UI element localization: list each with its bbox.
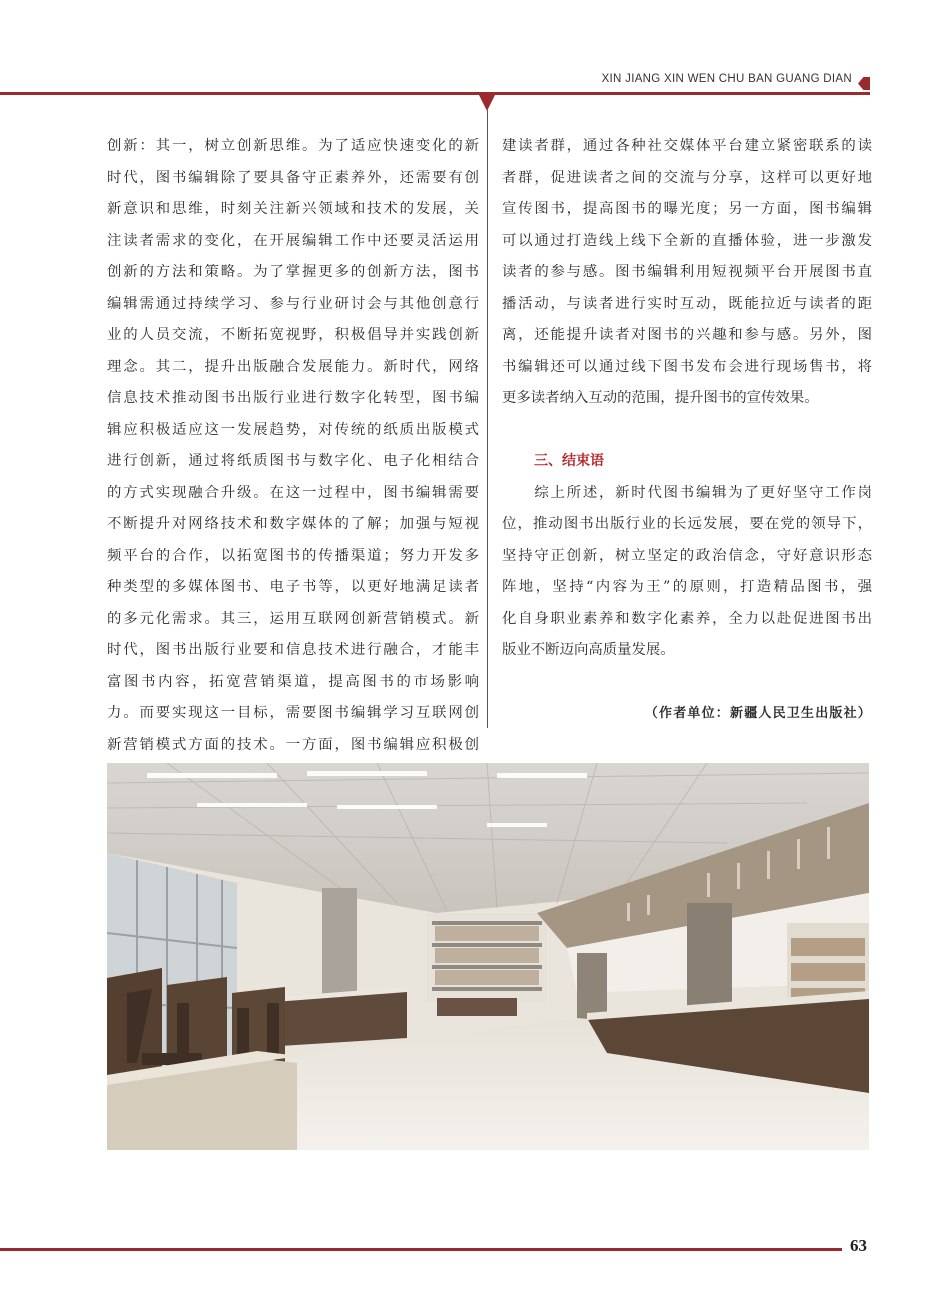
text-line: 辑应积极适应这一发展趋势，对传统的纸质出版模式 — [107, 421, 479, 438]
column-divider — [487, 110, 488, 728]
text-line: 业的人员交流，不断拓宽视野，积极倡导并实践创新 — [107, 327, 479, 343]
text-line: 新营销模式方面的技术。一方面，图书编辑应积极创 — [107, 736, 479, 753]
footer-rule — [0, 1248, 842, 1251]
text-line: 新意识和思维，时刻关注新兴领域和技术的发展，关 — [107, 201, 479, 217]
text-line: 创新：其一，树立创新思维。为了适应快速变化的新 — [107, 138, 479, 154]
text-line: 不断提升对网络技术和数字媒体的了解；加强与短视 — [107, 516, 479, 532]
text-line: 化自身职业素养和数字化素养，全力以赴促进图书出 — [502, 610, 872, 627]
text-line: 读者的参与感。图书编辑利用短视频平台开展图书直 — [502, 264, 872, 280]
author-affiliation: （作者单位：新疆人民卫生出版社） — [644, 706, 872, 721]
text-line: 更多读者纳入互动的范围，提升图书的宣传效果。 — [502, 390, 819, 406]
text-line: 坚持守正创新，树立坚定的政治信念，守好意识形态 — [502, 547, 872, 564]
right-column — [502, 131, 872, 730]
text-line: 者群，促进读者之间的交流与分享，这样可以更好地 — [502, 169, 872, 186]
text-line: 离，还能提升读者对图书的兴趣和参与感。另外，图 — [502, 327, 872, 343]
text-line: 编辑需通过持续学习、参与行业研讨会与其他创意行 — [107, 295, 479, 312]
text-line: 的多元化需求。其三，运用互联网创新营销模式。新 — [107, 610, 479, 627]
text-line: 时代，图书编辑除了要具备守正素养外，还需要有创 — [107, 169, 479, 186]
header-tab-marker — [858, 77, 870, 90]
text-line: 版业不断迈向高质量发展。 — [502, 642, 675, 658]
text-line: 富图书内容，拓宽营销渠道，提高图书的市场影响 — [107, 673, 479, 690]
header-rule — [0, 92, 870, 95]
paragraph-gap — [502, 415, 872, 447]
bookstore-photo-illustration — [107, 763, 869, 1150]
page-number: 63 — [850, 1236, 867, 1255]
text-line: 种类型的多媒体图书、电子书等，以更好地满足读者 — [107, 579, 479, 595]
text-line: 可以通过打造线上线下全新的直播体验，进一步激发 — [502, 232, 872, 249]
text-line: 信息技术推动图书出版行业进行数字化转型，图书编 — [107, 390, 479, 406]
text-line: 建读者群，通过各种社交媒体平台建立紧密联系的读 — [502, 138, 872, 154]
text-line: 阵地，坚持“内容为王”的原则，打造精品图书，强 — [502, 579, 872, 595]
text-line: 时代，图书出版行业要和信息技术进行融合，才能丰 — [107, 642, 479, 658]
text-line: 综上所述，新时代图书编辑为了更好坚守工作岗 — [502, 484, 872, 501]
text-line: 位，推动图书出版行业的长远发展，要在党的领导下， — [502, 516, 872, 532]
text-line: 书编辑还可以通过线下图书发布会进行现场售书，将 — [502, 358, 872, 375]
text-line: 播活动，与读者进行实时互动，既能拉近与读者的距 — [502, 295, 872, 312]
text-line: 注读者需求的变化，在开展编辑工作中还要灵活运用 — [107, 232, 479, 249]
text-line: 创新的方法和策略。为了掌握更多的创新方法，图书 — [107, 264, 479, 280]
bookstore-interior-photo — [107, 763, 869, 1150]
paragraph-gap — [502, 667, 872, 699]
column-divider-triangle — [479, 95, 495, 111]
left-column — [107, 131, 479, 761]
running-header: XIN JIANG XIN WEN CHU BAN GUANG DIAN — [601, 73, 852, 85]
text-line: 宣传图书，提高图书的曝光度；另一方面，图书编辑 — [502, 201, 872, 217]
text-line: 力。而要实现这一目标，需要图书编辑学习互联网创 — [107, 705, 479, 721]
text-line: 的方式实现融合升级。在这一过程中，图书编辑需要 — [107, 484, 479, 501]
text-line: 频平台的合作，以拓宽图书的传播渠道；努力开发多 — [107, 547, 479, 564]
text-line: 理念。其二，提升出版融合发展能力。新时代，网络 — [107, 358, 479, 375]
text-line: 进行创新，通过将纸质图书与数字化、电子化相结合 — [107, 453, 479, 469]
section-heading: 三、结束语 — [534, 453, 604, 469]
